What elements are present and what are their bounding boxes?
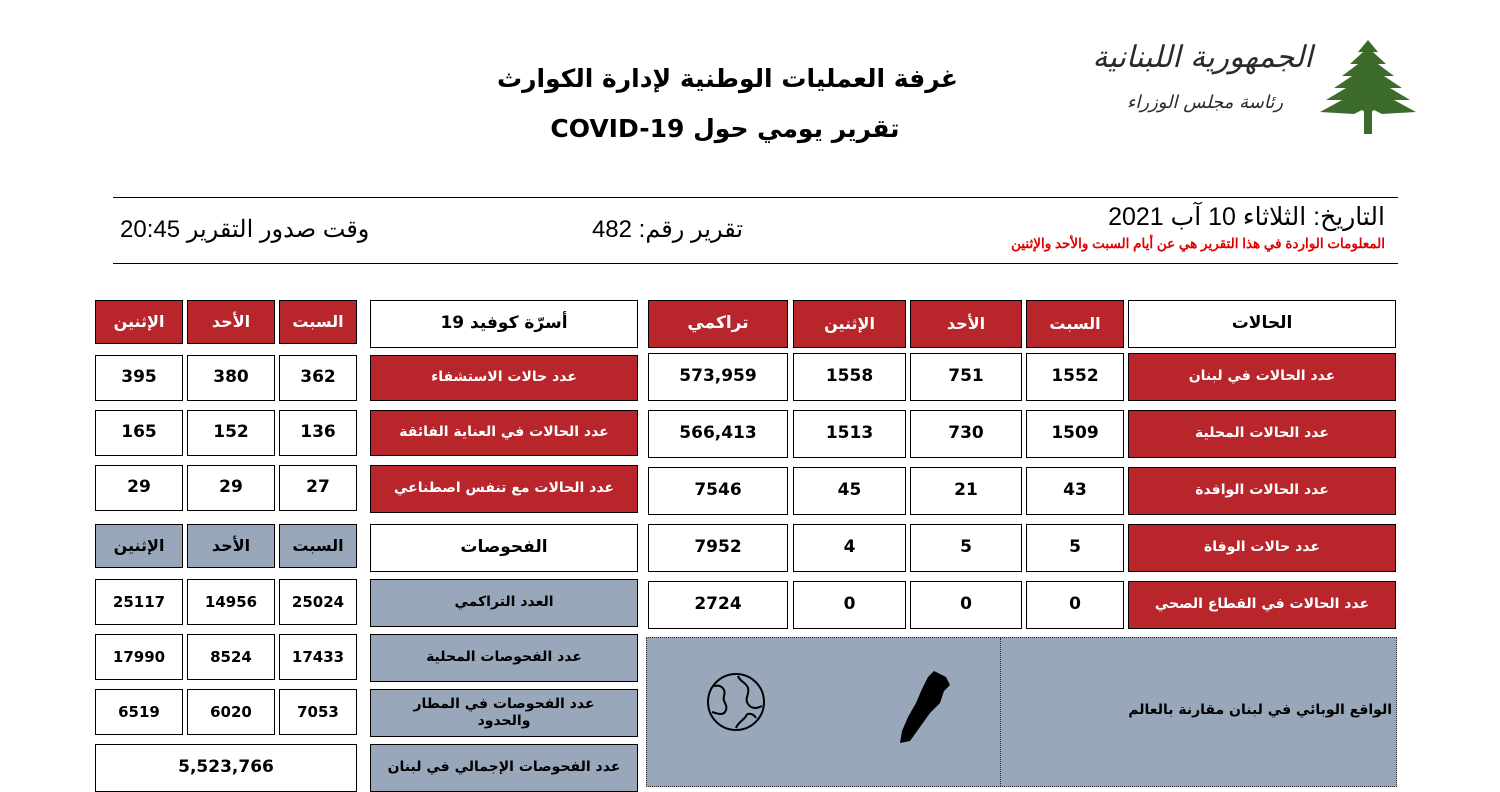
cases-cell-cum: 573,959	[648, 353, 788, 401]
beds-col-sat: السبت	[279, 300, 357, 344]
tests-cell-sat: 7053	[279, 689, 357, 735]
cases-cell-sun: 21	[910, 467, 1022, 515]
cases-cell-sat: 1509	[1026, 410, 1124, 458]
comparison-divider	[1000, 638, 1001, 786]
tests-cell-sun: 14956	[187, 579, 275, 625]
info-top-rule	[113, 197, 1398, 198]
cases-cell-mon: 1513	[793, 410, 906, 458]
beds-col-sun: الأحد	[187, 300, 275, 344]
cases-cell-mon: 0	[793, 581, 906, 629]
beds-cell-sun: 152	[187, 410, 275, 456]
beds-cell-sun: 380	[187, 355, 275, 401]
globe-icon	[700, 670, 772, 734]
org-name: الجمهورية اللبنانية	[1092, 40, 1313, 75]
cases-cell-cum: 566,413	[648, 410, 788, 458]
cases-cell-sun: 751	[910, 353, 1022, 401]
page-subtitle: تقرير يومي حول COVID-19	[550, 114, 900, 143]
tests-cell-mon: 6519	[95, 689, 183, 735]
report-date: التاريخ: الثلاثاء 10 آب 2021	[1108, 203, 1385, 231]
cases-cell-cum: 2724	[648, 581, 788, 629]
beds-cell-sat: 136	[279, 410, 357, 456]
cases-row-label: عدد الحالات في لبنان	[1128, 353, 1396, 401]
cases-cell-mon: 45	[793, 467, 906, 515]
cases-cell-sun: 5	[910, 524, 1022, 572]
beds-cell-sat: 362	[279, 355, 357, 401]
tests-cell-sat: 25024	[279, 579, 357, 625]
beds-row-label: عدد الحالات في العناية الفائقة	[370, 410, 638, 456]
tests-header: الفحوصات	[370, 524, 638, 572]
beds-cell-mon: 395	[95, 355, 183, 401]
cases-cell-sun: 0	[910, 581, 1022, 629]
cases-col-cum: تراكمي	[648, 300, 788, 348]
cases-row-label: عدد الحالات الوافدة	[1128, 467, 1396, 515]
beds-row-label: عدد حالات الاستشفاء	[370, 355, 638, 401]
cases-col-mon: الإثنين	[793, 300, 906, 348]
page-title: غرفة العمليات الوطنية لإدارة الكوارث	[497, 64, 958, 93]
tests-total-value: 5,523,766	[95, 744, 357, 792]
cases-cell-cum: 7546	[648, 467, 788, 515]
cases-cell-sat: 1552	[1026, 353, 1124, 401]
cases-cell-sun: 730	[910, 410, 1022, 458]
cases-row-label: عدد الحالات المحلية	[1128, 410, 1396, 458]
cases-col-sat: السبت	[1026, 300, 1124, 348]
org-subtitle: رئاسة مجلس الوزراء	[1126, 92, 1284, 113]
cases-col-sun: الأحد	[910, 300, 1022, 348]
tests-row-label: عدد الفحوصات في المطار والحدود	[370, 689, 638, 737]
lebanon-map-icon	[890, 667, 960, 747]
tests-total-label: عدد الفحوصات الإجمالي في لبنان	[370, 744, 638, 792]
beds-row-label: عدد الحالات مع تنفس اصطناعي	[370, 465, 638, 513]
cases-row-label: عدد الحالات في القطاع الصحي	[1128, 581, 1396, 629]
tests-row-label: العدد التراكمي	[370, 579, 638, 627]
cases-cell-mon: 1558	[793, 353, 906, 401]
tests-col-sat: السبت	[279, 524, 357, 568]
cases-cell-cum: 7952	[648, 524, 788, 572]
tests-col-mon: الإثنين	[95, 524, 183, 568]
report-time: وقت صدور التقرير 20:45	[120, 216, 370, 243]
info-bottom-rule	[113, 263, 1398, 264]
report-number: تقرير رقم: 482	[591, 216, 744, 243]
cases-header: الحالات	[1128, 300, 1396, 348]
tests-cell-mon: 17990	[95, 634, 183, 680]
cases-cell-sat: 5	[1026, 524, 1124, 572]
comparison-label: الواقع الوبائي في لبنان مقارنة بالعالم	[1128, 702, 1392, 718]
tests-cell-sat: 17433	[279, 634, 357, 680]
cedar-logo-icon	[1318, 38, 1418, 136]
tests-col-sun: الأحد	[187, 524, 275, 568]
beds-cell-sun: 29	[187, 465, 275, 511]
tests-cell-sun: 8524	[187, 634, 275, 680]
cases-cell-mon: 4	[793, 524, 906, 572]
beds-cell-sat: 27	[279, 465, 357, 511]
report-note: المعلومات الواردة في هذا التقرير هي عن أيام السبت والأحد والإثنين	[1011, 236, 1385, 251]
beds-col-mon: الإثنين	[95, 300, 183, 344]
cases-cell-sat: 43	[1026, 467, 1124, 515]
cases-row-label: عدد حالات الوفاة	[1128, 524, 1396, 572]
tests-cell-sun: 6020	[187, 689, 275, 735]
tests-cell-mon: 25117	[95, 579, 183, 625]
cases-cell-sat: 0	[1026, 581, 1124, 629]
beds-header: أسرّة كوفيد 19	[370, 300, 638, 348]
beds-cell-mon: 165	[95, 410, 183, 456]
beds-cell-mon: 29	[95, 465, 183, 511]
tests-row-label: عدد الفحوصات المحلية	[370, 634, 638, 682]
